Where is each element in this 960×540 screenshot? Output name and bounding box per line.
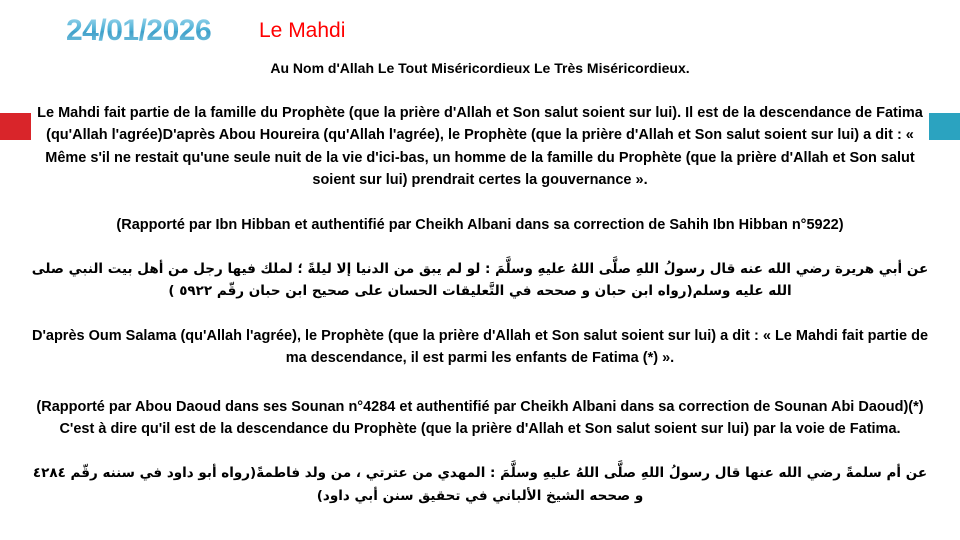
spacer (30, 303, 930, 325)
paragraph-mahdi-lineage: Le Mahdi fait partie de la famille du Prophète (que la prière d'Allah et Son salut soient sur lui). Il est de la descendance de Fatima (qu'Allah l'agrée)D'après Abou Houreira (qu'Allah l'agrée), le Prophète (que la prière d'Allah et Son salut soient sur lui) a dit : « Même s'il ne restait qu'une seule nuit de la vie d'ici-bas, un homme de la famille du Prophète (que la prière d'Allah et Son salut soient sur lui) prendrait certes la gouvernance ». (37, 104, 923, 189)
spacer (30, 440, 930, 462)
spacer (30, 80, 930, 102)
source-ibn-hibban: (Rapporté par Ibn Hibban et authentifié par Cheikh Albani dans sa correction de Sahih Ibn Hibban n°5922) (116, 216, 844, 233)
slide-date: 24/01/2026 (66, 14, 212, 47)
arabic-hadith-abou-houreira: عن أبي هريرة رضي الله عنه قال رسولُ اللهِ صلَّى اللهُ عليهِ وسلَّمَ : لو لم يبق من الدنيا إلا ليلةً ؛ لملك فيها رجل من أهل بيت النبي صلى الله عليه وسلم(رواه ابن حبان و صححه في التَّعليقات الحسان على صحيح ابن حبان رقّم ٥٩٢٢ ) (31, 261, 929, 300)
slide-header (0, 14, 960, 54)
decorative-bar-left (0, 113, 31, 140)
source-abou-daoud: (Rapporté par Abou Daoud dans ses Sounan n°4284 et authentifié par Cheikh Albani dans sa correction de Sounan Abi Daoud)(*) C'est à dire qu'il est de la descendance du Prophète (que la prière d'Allah et Son salut soient sur lui) par la voie de Fatima. (36, 398, 924, 437)
spacer (30, 192, 930, 214)
page-title: Le Mahdi (259, 19, 346, 42)
arabic-hadith-oum-salama: عن أم سلمةً رضي الله عنها قال رسولُ اللهِ صلَّى اللهُ عليهِ وسلَّمَ : المهدي من عترتي ، من ولد فاطمةً(رواه أبو داود في سننه رقّم ٤٢٨٤ و صححه الشيخ الألباني في تحقيق سنن أبي داود) (32, 465, 928, 504)
paragraph-oum-salama: D'après Oum Salama (qu'Allah l'agrée), le Prophète (que la prière d'Allah et Son salut soient sur lui) a dit : « Le Mahdi fait partie de ma descendance, il est parmi les enfants de Fatima (*) ». (31, 327, 929, 367)
slide-content (30, 58, 930, 507)
spacer (30, 236, 930, 258)
spacer (30, 370, 930, 396)
bismillah-text: Au Nom d'Allah Le Tout Miséricordieux Le Très Miséricordieux. (270, 60, 690, 76)
decorative-bar-right (929, 113, 960, 140)
